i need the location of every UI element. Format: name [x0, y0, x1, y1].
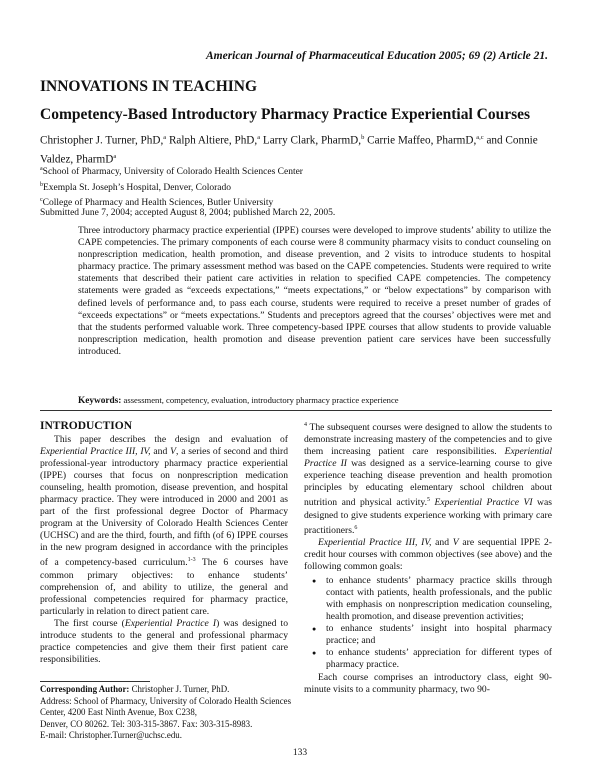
text-run: The first course ( [54, 617, 125, 629]
affiliation-text: School of Pharmacy, University of Colorado Health Sciences Center [42, 167, 303, 178]
citation: 4 [304, 422, 307, 428]
text-run: The 6 courses have common primary objectives: to enhance students’ comprehension of, and ability to utilize, the general and professional competencies required for pharmacy practice, particularly in relation to direct patient care. [40, 557, 288, 617]
article-title: Competency-Based Introductory Pharmacy Practice Experiential Courses [40, 106, 531, 123]
paragraph [40, 618, 288, 666]
paragraph: Each course comprises an introductory class, eight 90-minute visits to a community pharmacy, two 90- [304, 671, 552, 695]
author-affiliation-mark: a [257, 134, 261, 141]
text-run: , a series of second and third professional-year introductory pharmacy practice experiential (IPPE) courses that focus on nonprescription medication counseling, health promotion, disease prevention, and hospital pharmacy practice. They were introduced in 2000 and 2001 as part of the first professional degree Doctor of Pharmacy program at the University of Colorado Health Sciences Center (UCHSC) and are the third, fourth, and fifth (of 6) IPPE courses in the new program designed in accordance with the principles of a competency-based curriculum. [40, 446, 289, 569]
affiliation-mark: b [40, 181, 43, 188]
author-name: and Connie Valdez, PharmD [40, 134, 538, 166]
corresponding-author [40, 684, 292, 742]
text-run: ) was designed to introduce students to the general and professional pharmacy practice competencies and give them their first patient care responsibilities. [40, 617, 288, 666]
author-affiliation-mark: a,c [476, 134, 484, 141]
section-heading: INNOVATIONS IN TEACHING [40, 78, 258, 95]
author-affiliation-mark: a [113, 152, 117, 160]
goals-list [304, 575, 552, 671]
corresponding-address: Address: School of Pharmacy, University of Colorado Health Sciences Center, 4200 East Ninth Avenue, Box C238, [40, 695, 292, 718]
course-name: V [452, 536, 459, 548]
text-run: was designed to give students experience working with primary care practitioners. [304, 497, 552, 536]
submission-dates: Submitted June 7, 2004; accepted August 8, 2004; published March 22, 2005. [40, 208, 336, 218]
affiliation-mark: a [40, 166, 43, 172]
section-divider [40, 410, 552, 411]
affiliation-text: Exempla St. Joseph’s Hospital, Denver, Colorado [43, 182, 232, 193]
corresponding-author-name: Christopher J. Turner, PhD. [129, 684, 230, 694]
author-name: Larry Clark, PharmD, [260, 134, 362, 147]
paragraph [304, 537, 552, 573]
corresponding-name [40, 684, 292, 696]
left-column [40, 419, 288, 666]
text-run: and [150, 446, 171, 458]
author-affiliation-mark: b [361, 134, 365, 141]
keywords [78, 395, 558, 406]
footnote-divider [40, 681, 150, 682]
text-run: was designed as a service-learning course to give experience teaching disease prevention and health promotion principles by educating elementary school children about nutrition and physical activity. [304, 458, 552, 509]
affiliation-mark: c [40, 197, 43, 204]
author-name: Carrie Maffeo, PharmD, [364, 134, 477, 147]
course-name: Experiential Practice I [124, 617, 217, 629]
text-run: and [431, 536, 453, 548]
author-name: Ralph Altiere, PhD, [166, 134, 258, 147]
course-name: Experiential Practice II [304, 446, 552, 470]
affiliation-text: College of Pharmacy and Health Sciences, Butler University [42, 198, 274, 209]
course-name: V [170, 446, 176, 458]
citation: 5 [426, 497, 430, 504]
text-run: are sequential IPPE 2-credit hour courses with common objectives (see above) and the following common goals: [304, 536, 552, 573]
right-column [304, 419, 552, 696]
author-affiliation-mark: a [163, 134, 167, 141]
page-number: 133 [292, 748, 308, 758]
course-name: Experiential Practice III, IV, [318, 536, 432, 548]
keywords-text: assessment, competency, evaluation, introductory pharmacy practice experience [123, 395, 399, 405]
journal-header: American Journal of Pharmaceutical Education 2005; 69 (2) Article 21. [205, 50, 548, 62]
citation: 1-3 [187, 557, 196, 564]
corresponding-email: E-mail: Christopher.Turner@uchsc.edu. [40, 730, 182, 741]
text-run: The subsequent courses were designed to allow the students to demonstrate increasing mastery of the competencies and to give them increasing patient care responsibilities. [304, 422, 552, 458]
citation: 6 [354, 524, 358, 531]
corresponding-label: Corresponding Author: [40, 684, 130, 694]
course-name: Experiential Practice III, IV, [40, 446, 151, 458]
list-item: ● to enhance students’ pharmacy practice skills through contact with patients, health professionals, and the public with emphasis on nonprescription medication counseling, health promotion, and disease prevention activities; [326, 575, 552, 623]
paragraph [40, 434, 288, 618]
abstract: Three introductory pharmacy practice experiential (IPPE) courses were developed to improve students’ ability to utilize the CAPE competencies. The primary components of each course were 8 community pharmacy visits to conduct counseling on nonprescription medication, health promotion, and disease prevention, and 2 visits to introduce students to hospital pharmacy practice. The primary assessment method was based on the CAPE competencies. Students were required to write statements that described their patient care activities in relation to specified CAPE competencies. The competency statements were graded as “exceeds expectations,” “meets expectations,” or “below expectations” by comparison with defined levels of performance and, to pass each course, students were required to receive a preset number of grades of “exceeds expectations” or “meets expectations.” Students and preceptors agreed that the courses’ objectives were met and that the students performed valuable work. Three competency-based IPPE courses that allow students to provide valuable nonprescription medication, health promotion and disease prevention patient care services have been successfully introduced. [78, 226, 551, 357]
affiliation-list [40, 163, 303, 210]
list-item: ● to enhance students’ insight into hospital pharmacy practice; and [326, 623, 552, 647]
author-name: Christopher J. Turner, PhD, [40, 134, 164, 147]
author-list [40, 130, 560, 167]
intro-heading: INTRODUCTION [40, 420, 133, 432]
affiliation [40, 163, 303, 179]
keywords-label: Keywords: [78, 396, 122, 406]
affiliation [40, 179, 303, 195]
text-run: This paper describes the design and evaluation of [54, 434, 288, 445]
corresponding-contact: Denver, CO 80262. Tel: 303-315-3867. Fax: 303-315-8983. [40, 718, 253, 729]
course-name: Experiential Practice VI [434, 497, 533, 509]
paragraph-continued [304, 419, 552, 537]
list-item: ● to enhance students’ appreciation for different types of pharmacy practice. [326, 647, 552, 671]
